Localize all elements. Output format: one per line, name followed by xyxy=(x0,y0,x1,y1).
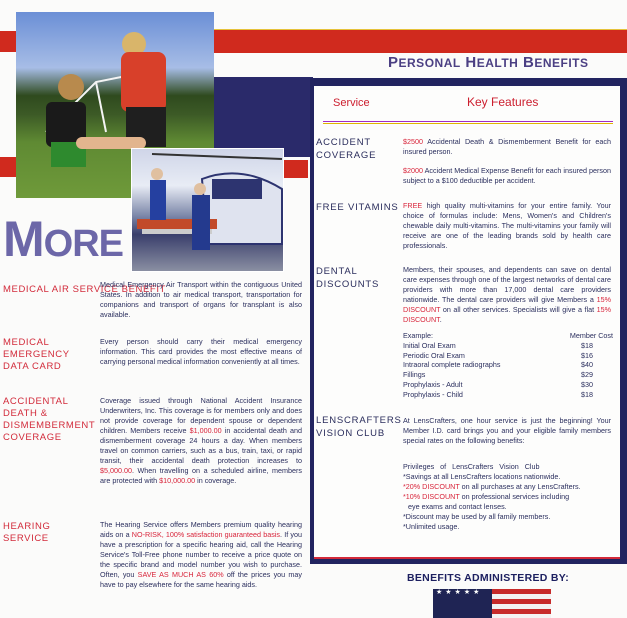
label-hearing-service: HEARING SERVICE xyxy=(3,521,51,544)
highlight: *10% DISCOUNT xyxy=(403,492,460,501)
text: high quality multi-vitamins for your entire family. Your choice of formulas include: Mens, Women's and Children's chewable daily multi-vitamins. The multi-vitamins your family will receive are one of the leading brands sold by health care professionals. xyxy=(403,201,611,250)
text: in coverage. xyxy=(195,476,237,485)
feature-free-vitamins xyxy=(403,201,611,251)
table-row xyxy=(403,390,613,400)
text: Accidental Death & Dismemberment Benefit for each insured person. xyxy=(403,137,611,156)
privilege-item xyxy=(403,482,613,492)
amount-highlight: $2000 xyxy=(403,166,423,175)
body-medical-air: Medical Emergency Air Transport within the contiguous United States. In addition to air medical transport, transportation for companions and transport of organs for transplant is also available. xyxy=(100,280,302,319)
savings-highlight: SAVE AS MUCH AS 60% xyxy=(137,570,224,579)
procedure: Prophylaxis - Adult xyxy=(403,379,463,389)
service-lenscrafters: LENSCRAFTERS VISION CLUB xyxy=(316,415,402,439)
benefits-administered-by: BENEFITS ADMINISTERED BY: xyxy=(407,572,570,584)
procedure: Fillings xyxy=(403,370,426,380)
section-heading: PERSONAL HEALTH BENEFITS xyxy=(388,54,589,71)
text: *Unlimited usage. xyxy=(403,522,460,531)
text: . xyxy=(439,315,442,324)
header-member-cost: Member Cost xyxy=(569,331,613,340)
cost: $30 xyxy=(581,379,593,389)
free-highlight: FREE xyxy=(403,201,423,210)
red-stripe-mid-right xyxy=(282,160,308,178)
column-header-service: Service xyxy=(333,97,370,109)
label-medical-data-card: MEDICAL EMERGENCY DATA CARD xyxy=(3,337,70,372)
page-title-more: MORE xyxy=(3,211,124,267)
privilege-item xyxy=(403,512,613,522)
text: The Hearing Service offers Members premium quality hearing aids on a xyxy=(100,520,302,539)
dental-cost-table xyxy=(403,331,613,400)
american-flag-icon xyxy=(433,589,551,618)
amount-highlight: $5,000.00 xyxy=(100,466,132,475)
procedure: Intraoral complete radiographs xyxy=(403,360,501,370)
table-header-row xyxy=(403,331,613,341)
cost: $40 xyxy=(581,360,593,370)
body-medical-data-card: Every person should carry their medical emergency information. This card provides the most effective means of carrying personal medical information conveniently at all times. xyxy=(100,337,302,366)
helicopter-scene-illustration xyxy=(132,149,283,271)
table-row xyxy=(403,360,613,370)
flag-stars: ★★★★★ xyxy=(433,589,492,618)
table-row xyxy=(403,341,613,351)
cost: $18 xyxy=(581,389,593,399)
red-stripe-top-right xyxy=(213,29,627,53)
text: Accident Medical Expense Benefit for each insured person subject to a $100 deductible per accident. xyxy=(403,166,611,185)
guarantee-highlight: NO-RISK, 100% satisfaction guaranteed basis xyxy=(131,530,281,539)
feature-lenscrafters: At LensCrafters, one hour service is just the beginning! Your Member I.D. card brings you and your eligible family members special rates on the following benefits: xyxy=(403,416,611,445)
text: on all other services. Specialists will give a flat xyxy=(440,305,597,314)
privileges-list xyxy=(403,462,613,532)
column-header-key-features: Key Features xyxy=(467,95,539,109)
text: off the prices you may have to pay elsewhere for the same hearing aids. xyxy=(100,570,302,589)
text: Coverage issued through National Accident Insurance Underwriters, Inc. This coverage is for members only and does not provide coverage for dependent spouse or dependent children. Members receive xyxy=(100,396,302,435)
text: *Savings at all LensCrafters locations nationwide. xyxy=(403,472,561,481)
navy-block xyxy=(213,77,313,157)
table-row xyxy=(403,351,613,361)
privilege-item xyxy=(403,502,613,512)
service-accident-coverage: ACCIDENT COVERAGE xyxy=(316,137,377,161)
text: eye exams and contact lenses. xyxy=(408,502,507,511)
cost: $18 xyxy=(581,340,593,350)
privilege-item xyxy=(403,472,613,482)
amount-highlight: $2500 xyxy=(403,137,423,146)
text: *Discount may be used by all family members. xyxy=(403,512,551,521)
label-accidental-death: ACCIDENTAL DEATH & DISMEMBERMENT COVERAGE xyxy=(3,396,96,443)
feature-accident-2 xyxy=(403,166,611,186)
air-ambulance-photo xyxy=(131,148,284,272)
procedure: Initial Oral Exam xyxy=(403,340,456,350)
feature-dental xyxy=(403,265,611,325)
header-example: Example: xyxy=(403,331,433,340)
text: on all purchases at any LensCrafters. xyxy=(459,482,581,491)
procedure: Prophylaxis - Child xyxy=(403,389,463,399)
header-divider xyxy=(323,121,613,124)
discount-highlight: 15% DISCOUNT xyxy=(403,295,611,314)
privileges-title: Privileges of LensCrafters Vision Club xyxy=(403,462,540,471)
procedure: Periodic Oral Exam xyxy=(403,350,465,360)
text: . When travelling on a scheduled airline, members are protected with xyxy=(100,466,302,485)
body-accidental-death xyxy=(100,396,302,486)
text: on professional services including xyxy=(459,492,570,501)
discount-highlight: 15% DISCOUNT xyxy=(403,305,611,324)
amount-highlight: $10,000.00 xyxy=(159,476,196,485)
text: . If you have a prescription for a specific hearing aid, call the Hearing Service's Toll-Free phone number to receive a price quote on the specific brand and model number you wish to purchase. Often, you xyxy=(100,530,302,579)
privilege-item xyxy=(403,492,613,502)
body-hearing-service xyxy=(100,520,302,590)
cost: $16 xyxy=(581,350,593,360)
highlight: *20% DISCOUNT xyxy=(403,482,460,491)
feature-accident-1 xyxy=(403,137,611,157)
table-row xyxy=(403,370,613,380)
service-free-vitamins: FREE VITAMINS xyxy=(316,202,399,213)
text: in accidental death and dismemberment coverage 24 hours a day. When members travel on common carriers, such as a bus, train, taxi, or rapid transit, their accidental death protection increases to xyxy=(100,426,302,465)
table-row xyxy=(403,380,613,390)
amount-highlight: $1,000.00 xyxy=(189,426,222,435)
cost: $29 xyxy=(581,370,593,380)
service-dental-discounts: DENTAL DISCOUNTS xyxy=(316,266,380,290)
privilege-item xyxy=(403,522,613,532)
text: Members, their spouses, and dependents can save on dental care expenses through one of the largest networks of dental care providers with more than 17,000 dental care providers nationwide. The dental care providers will give Members a xyxy=(403,265,611,304)
label-medical-air: MEDICAL AIR SERVICE BENEFIT xyxy=(3,284,166,295)
